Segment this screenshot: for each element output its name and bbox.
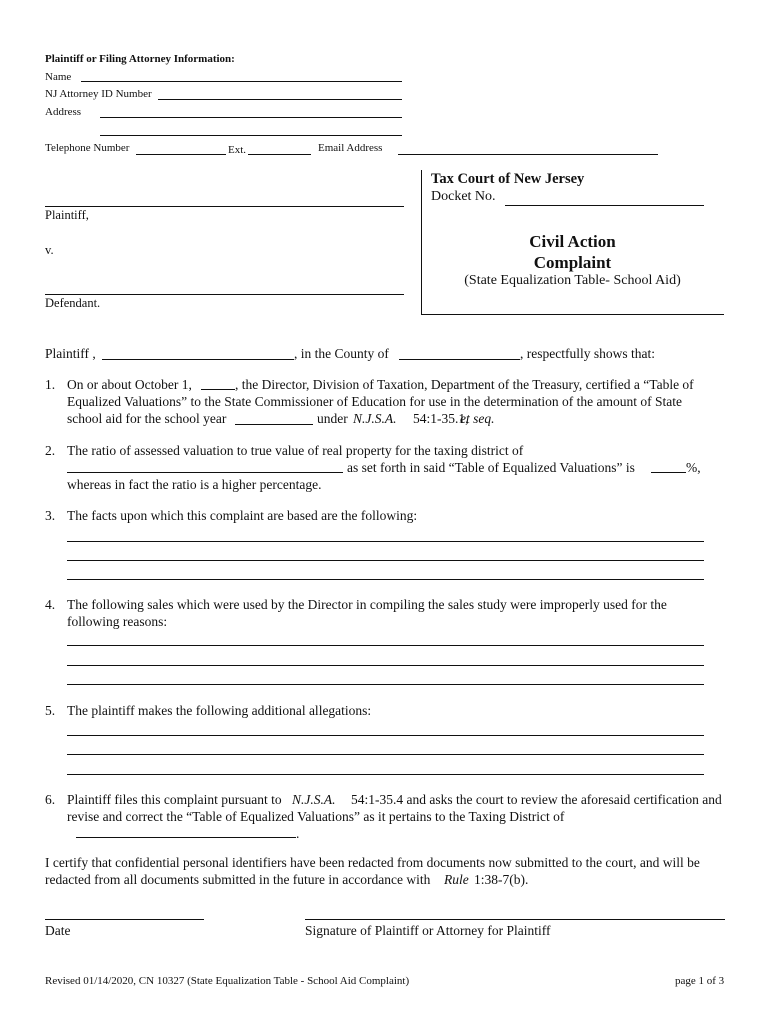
item-4-text-a: The following sales which were used by the Director in compiling the sales study were improperly used for the: [67, 597, 667, 612]
intro-plaintiff-name-field[interactable]: [102, 359, 294, 360]
court-name: Tax Court of New Jersey: [431, 171, 585, 187]
name-field[interactable]: [81, 81, 402, 82]
item-3-number: 3.: [45, 508, 56, 523]
defendant-label: Defendant.: [45, 296, 101, 310]
versus-label: v.: [45, 243, 54, 257]
item-3-answer-line-3[interactable]: [67, 579, 704, 580]
item-3-text: The facts upon which this complaint are based are the following:: [67, 508, 418, 523]
item-6-text-a: Plaintiff files this complaint pursuant to: [67, 792, 282, 807]
address-label: Address: [45, 106, 82, 118]
address-field-line2[interactable]: [100, 135, 402, 136]
item-4-answer-line-2[interactable]: [67, 665, 704, 666]
footer-revised: Revised 01/14/2020, CN 10327 (State Equalization Table - School Aid Complaint): [45, 975, 410, 987]
item-5-answer-line-1[interactable]: [67, 735, 704, 736]
footer-page-number: page 1 of 3: [675, 975, 725, 987]
form-subtitle: (State Equalization Table- School Aid): [464, 273, 681, 288]
item-2-ratio-field[interactable]: [651, 472, 686, 473]
item-3-answer-line-1[interactable]: [67, 541, 704, 542]
item-1-text-b: , the Director, Division of Taxation, Department of the Treasury, certified a “Table of: [235, 377, 694, 392]
attorney-info-heading: Plaintiff or Filing Attorney Information:: [45, 53, 235, 65]
signature-label: Signature of Plaintiff or Attorney for Plaintiff: [305, 923, 551, 938]
defendant-name-field[interactable]: [45, 294, 404, 295]
telephone-label: Telephone Number: [45, 142, 130, 154]
form-title-line2: Complaint: [533, 253, 612, 272]
item-5-answer-line-3[interactable]: [67, 774, 704, 775]
item-5-number: 5.: [45, 703, 56, 718]
attorney-id-field[interactable]: [158, 99, 402, 100]
telephone-field[interactable]: [136, 154, 226, 155]
docket-number-field[interactable]: [505, 205, 704, 206]
item-1-school-year-field[interactable]: [235, 424, 313, 425]
item-4-answer-line-1[interactable]: [67, 645, 704, 646]
caption-bottom-rule: [421, 314, 724, 315]
item-2-district-field[interactable]: [67, 472, 343, 473]
item-4-text-b: following reasons:: [67, 614, 168, 629]
item-3-answer-line-2[interactable]: [67, 560, 704, 561]
item-2-text-d: whereas in fact the ratio is a higher percentage.: [67, 477, 322, 492]
item-1-text-c: Equalized Valuations” to the State Commissioner of Education for use in the determination of the amount of State: [67, 394, 682, 409]
item-6-statute: N.J.S.A.: [292, 792, 336, 807]
item-1-statute-section: 54:1-35.1,: [413, 411, 469, 426]
plaintiff-name-field[interactable]: [45, 206, 404, 207]
item-2-percent: %,: [686, 460, 701, 475]
intro-county-label: , in the County of: [294, 346, 389, 361]
docket-label: Docket No.: [431, 189, 496, 204]
intro-county-field[interactable]: [399, 359, 520, 360]
item-6-text-c: 54:1-35.4 and asks the court to review the aforesaid certification and: [351, 792, 722, 807]
item-6-text-d: revise and correct the “Table of Equalized Valuations” as it pertains to the Taxing District of: [67, 809, 565, 824]
item-1-text-a: On or about October 1,: [67, 377, 192, 392]
item-6-district-field[interactable]: [76, 837, 296, 838]
signature-field[interactable]: [305, 919, 725, 920]
email-field[interactable]: [398, 154, 658, 155]
address-field-line1[interactable]: [100, 117, 402, 118]
item-5-text: The plaintiff makes the following additional allegations:: [67, 703, 372, 718]
attorney-id-label: NJ Attorney ID Number: [45, 88, 152, 100]
certify-line-2a: redacted from all documents submitted in the future in accordance with: [45, 872, 431, 887]
date-field[interactable]: [45, 919, 204, 920]
ext-label: Ext.: [228, 144, 247, 156]
email-label: Email Address: [318, 142, 383, 154]
intro-shows: , respectfully shows that:: [520, 346, 655, 361]
item-1-text-e: under: [317, 411, 348, 426]
item-6-number: 6.: [45, 792, 56, 807]
item-4-answer-line-3[interactable]: [67, 684, 704, 685]
plaintiff-label: Plaintiff,: [45, 208, 89, 222]
intro-plaintiff: Plaintiff ,: [45, 346, 96, 361]
form-title-line1: Civil Action: [529, 232, 616, 251]
certify-line-1: I certify that confidential personal identifiers have been redacted from documents now submitted to the court, and will be: [45, 855, 700, 870]
item-2-number: 2.: [45, 443, 56, 458]
item-1-year-field[interactable]: [201, 389, 235, 390]
item-2-text-a: The ratio of assessed valuation to true value of real property for the taxing district of: [67, 443, 524, 458]
item-1-et-seq: et seq.: [460, 411, 495, 426]
date-label: Date: [45, 923, 71, 938]
item-5-answer-line-2[interactable]: [67, 754, 704, 755]
certify-rule-number: 1:38-7(b).: [474, 872, 529, 887]
item-2-text-b: as set forth in said “Table of Equalized Valuations” is: [347, 460, 635, 475]
item-1-text-d: school aid for the school year: [67, 411, 227, 426]
item-1-number: 1.: [45, 377, 56, 392]
item-4-number: 4.: [45, 597, 56, 612]
certify-rule: Rule: [444, 872, 469, 887]
item-6-period: .: [296, 826, 300, 841]
item-1-statute: N.J.S.A.: [353, 411, 397, 426]
extension-field[interactable]: [248, 154, 311, 155]
name-label: Name: [45, 71, 72, 83]
